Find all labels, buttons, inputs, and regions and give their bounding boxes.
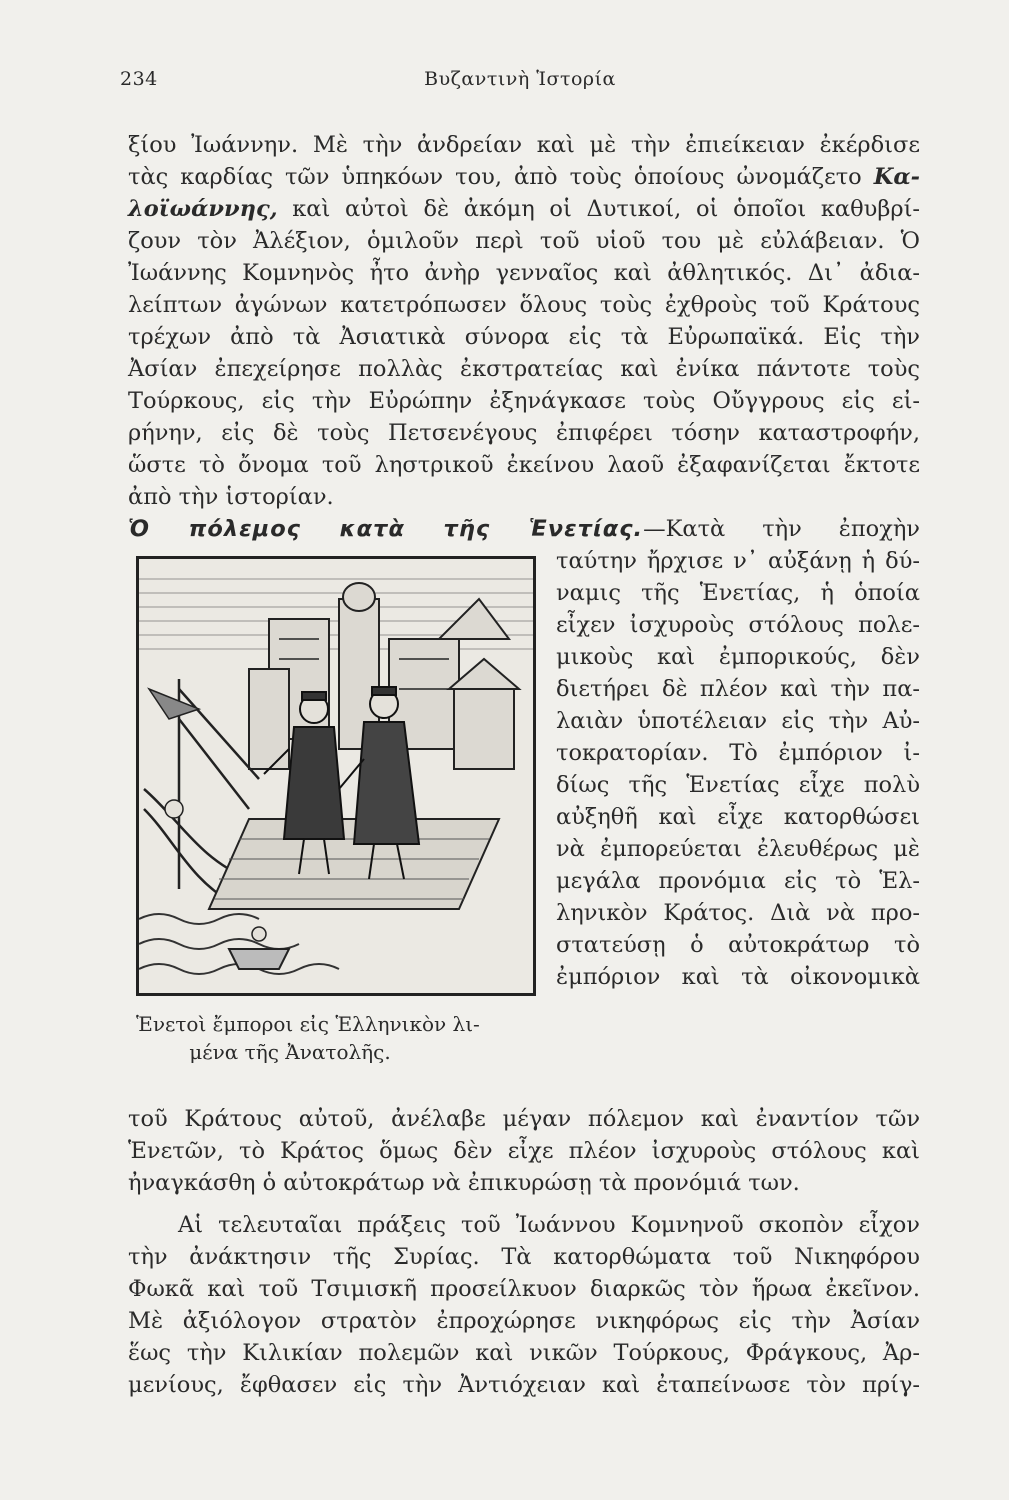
text-line: Φωκᾶ καὶ τοῦ Τσιμισκῆ προσείλκυον διαρκῶς τὸν ἥρωα ἐκεῖνον. xyxy=(128,1276,920,1302)
text-line: Αἱ τελευταῖαι πράξεις τοῦ Ἰωάννου Κομνηνοῦ σκοπὸν εἶχον xyxy=(178,1212,920,1238)
section-title: Ὁ πόλεμος κατὰ τῆς Ἑνετίας. xyxy=(128,516,644,542)
text-line: μεγάλα προνόμια εἰς τὸ Ἑλ- xyxy=(556,868,920,894)
text-line: ἕως τὴν Κιλικίαν πολεμῶν καὶ νικῶν Τούρκους, Φράγκους, Ἀρ- xyxy=(128,1340,920,1366)
emphasized-name: Κα- xyxy=(873,164,921,190)
woodcut-illustration xyxy=(136,556,536,996)
text-line xyxy=(128,194,920,224)
text-line: τρέχων ἀπὸ τὰ Ἀσιατικὰ σύνορα εἰς τὰ Εὐρωπαϊκά. Εἰς τὴν xyxy=(128,324,920,350)
text-segment: τὰς καρδίας τῶν ὑπηκόων του, ἀπὸ τοὺς ὁποίους ὠνομάζετο xyxy=(128,164,862,190)
text-line: τὴν ἀνάκτησιν τῆς Συρίας. Τὰ κατορθώματα τοῦ Νικηφόρου xyxy=(128,1244,920,1270)
figure-caption-line1: Ἑνετοὶ ἔμποροι εἰς Ἑλληνικὸν λι- xyxy=(136,1012,480,1036)
text-line: στατεύσῃ ὁ αὐτοκράτωρ τὸ xyxy=(556,932,920,958)
text-line: εἶχεν ἰσχυροὺς στόλους πολε- xyxy=(556,612,920,638)
text-segment: —Κατὰ τὴν ἐποχὴν xyxy=(643,516,920,542)
text-line: Ἰωάννης Κομνηνὸς ἦτο ἀνὴρ γενναῖος καὶ ἀθλητικός. Δι᾿ ἀδια- xyxy=(128,260,920,286)
text-line: ρήνην, εἰς δὲ τοὺς Πετσενέγους ἐπιφέρει τόσην καταστροφήν, xyxy=(128,420,920,446)
text-line: αὐξηθῆ καὶ εἶχε κατορθώσει xyxy=(556,804,920,830)
text-line: νὰ ἐμπορεύεται ἐλευθέρως μὲ xyxy=(556,836,920,862)
text-line: δίως τῆς Ἑνετίας εἶχε πολὺ xyxy=(556,772,920,798)
text-line: ξίου Ἰωάννην. Μὲ τὴν ἀνδρείαν καὶ μὲ τὴν ἐπιείκειαν ἐκέρδισε xyxy=(128,132,920,158)
text-line: μενίους, ἔφθασεν εἰς τὴν Ἀντιόχειαν καὶ ἐταπείνωσε τὸν πρίγ- xyxy=(128,1372,920,1398)
text-line: ναμις τῆς Ἑνετίας, ἡ ὁποία xyxy=(556,580,920,606)
text-line: Ἑνετῶν, τὸ Κράτος ὅμως δὲν εἶχε πλέον ἰσχυροὺς στόλους καὶ xyxy=(128,1138,920,1164)
text-line: ἠναγκάσθη ὁ αὐτοκράτωρ νὰ ἐπικυρώσῃ τὰ προνόμιά των. xyxy=(128,1170,800,1196)
figure-caption-line2: μένα τῆς Ἀνατολῆς. xyxy=(189,1040,391,1064)
text-line: ἀπὸ τὴν ἱστορίαν. xyxy=(128,484,334,510)
page-number: 234 xyxy=(120,68,158,90)
text-line: Τούρκους, εἰς τὴν Εὐρώπην ἐξηνάγκασε τοὺς Οὔγγρους εἰς εἰ- xyxy=(128,388,920,414)
venetian-merchants-engraving xyxy=(139,559,533,993)
text-line: Ἀσίαν ἐπεχείρησε πολλὰς ἐκστρατείας καὶ ἐνίκα πάντοτε τοὺς xyxy=(128,356,920,382)
text-line: τοκρατορίαν. Τὸ ἐμπόριον ἰ- xyxy=(556,740,920,766)
text-line: τοῦ Κράτους αὐτοῦ, ἀνέλαβε μέγαν πόλεμον καὶ ἐναντίον τῶν xyxy=(128,1106,920,1132)
text-line: ὥστε τὸ ὄνομα τοῦ ληστρικοῦ ἐκείνου λαοῦ ἐξαφανίζεται ἔκτοτε xyxy=(128,452,920,478)
text-line: λείπτων ἀγώνων κατετρόπωσεν ὅλους τοὺς ἐχθροὺς τοῦ Κράτους xyxy=(128,292,920,318)
page-header xyxy=(120,68,920,102)
text-line: Μὲ ἀξιόλογον στρατὸν ἐπροχώρησε νικηφόρως εἰς τὴν Ἀσίαν xyxy=(128,1308,920,1334)
text-line: ζουν τὸν Ἀλέξιον, ὁμιλοῦν περὶ τοῦ υἱοῦ του μὲ εὐλάβειαν. Ὁ xyxy=(128,228,920,254)
text-line: λαιὰν ὑποτέλειαν εἰς τὴν Αὐ- xyxy=(556,708,920,734)
text-line: ληνικὸν Κράτος. Διὰ νὰ προ- xyxy=(556,900,920,926)
text-segment: καὶ αὐτοὶ δὲ ἀκόμη οἱ Δυτικοί, οἱ ὁποῖοι καθυβρί- xyxy=(277,196,920,222)
running-title: Βυζαντινὴ Ἱστορία xyxy=(424,68,616,90)
emphasized-name: λοϊωάννης, xyxy=(128,196,278,222)
text-line: ἐμπόριον καὶ τὰ οἰκονομικὰ xyxy=(556,964,920,990)
text-line xyxy=(128,162,920,192)
text-line: διετήρει δὲ πλέον καὶ τὴν πα- xyxy=(556,676,920,702)
section-heading-line xyxy=(128,514,920,544)
text-line: μικοὺς καὶ ἐμπορικούς, δὲν xyxy=(556,644,920,670)
text-line: ταύτην ἤρχισε ν᾿ αὐξάνῃ ἡ δύ- xyxy=(556,548,920,574)
